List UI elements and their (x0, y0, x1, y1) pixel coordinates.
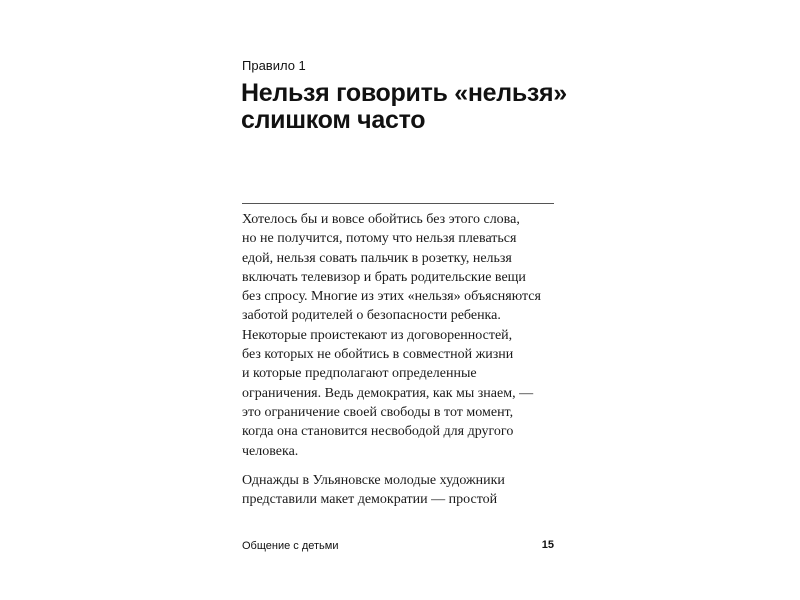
text-line: включать телевизор и брать родительские вещи (242, 269, 526, 285)
text-line: едой, нельзя совать пальчик в розетку, нельзя (242, 250, 512, 266)
text-line: и которые предполагают определенные (242, 366, 477, 382)
text-line: Некоторые проистекают из договоренностей, (242, 327, 513, 343)
rule-title-line: Нельзя говорить «нельзя» (241, 79, 567, 107)
text-line: человека. (242, 443, 299, 459)
text-line: Хотелось бы и вовсе обойтись без этого слова, (242, 212, 520, 227)
rule-label: Правило 1 (242, 58, 306, 73)
text-line: заботой родителей о безопасности ребенка. (242, 308, 501, 324)
text-line: но не получится, потому что нельзя плеваться (242, 231, 517, 247)
text-line: ограничения. Ведь демократия, как мы знаем, — (242, 385, 534, 401)
page-number: 15 (541, 539, 554, 551)
text-line: когда она становится несвободой для другого (242, 424, 514, 440)
rule-title (241, 80, 571, 134)
text-line: представили макет демократии — простой (242, 492, 498, 508)
running-footer-title: Общение с детьми (242, 540, 339, 552)
paragraph (242, 471, 572, 510)
paragraph (242, 210, 572, 461)
text-line: без которых не обойтись в совместной жизни (242, 347, 514, 363)
text-line: это ограничение своей свободы в тот момент, (242, 404, 514, 420)
rule-title-line: слишком часто (241, 106, 426, 134)
body-text (242, 210, 572, 509)
divider-line (242, 203, 554, 204)
text-line: Однажды в Ульяновске молодые художники (242, 472, 505, 488)
text-line: без спросу. Многие из этих «нельзя» объясняются (242, 289, 541, 305)
